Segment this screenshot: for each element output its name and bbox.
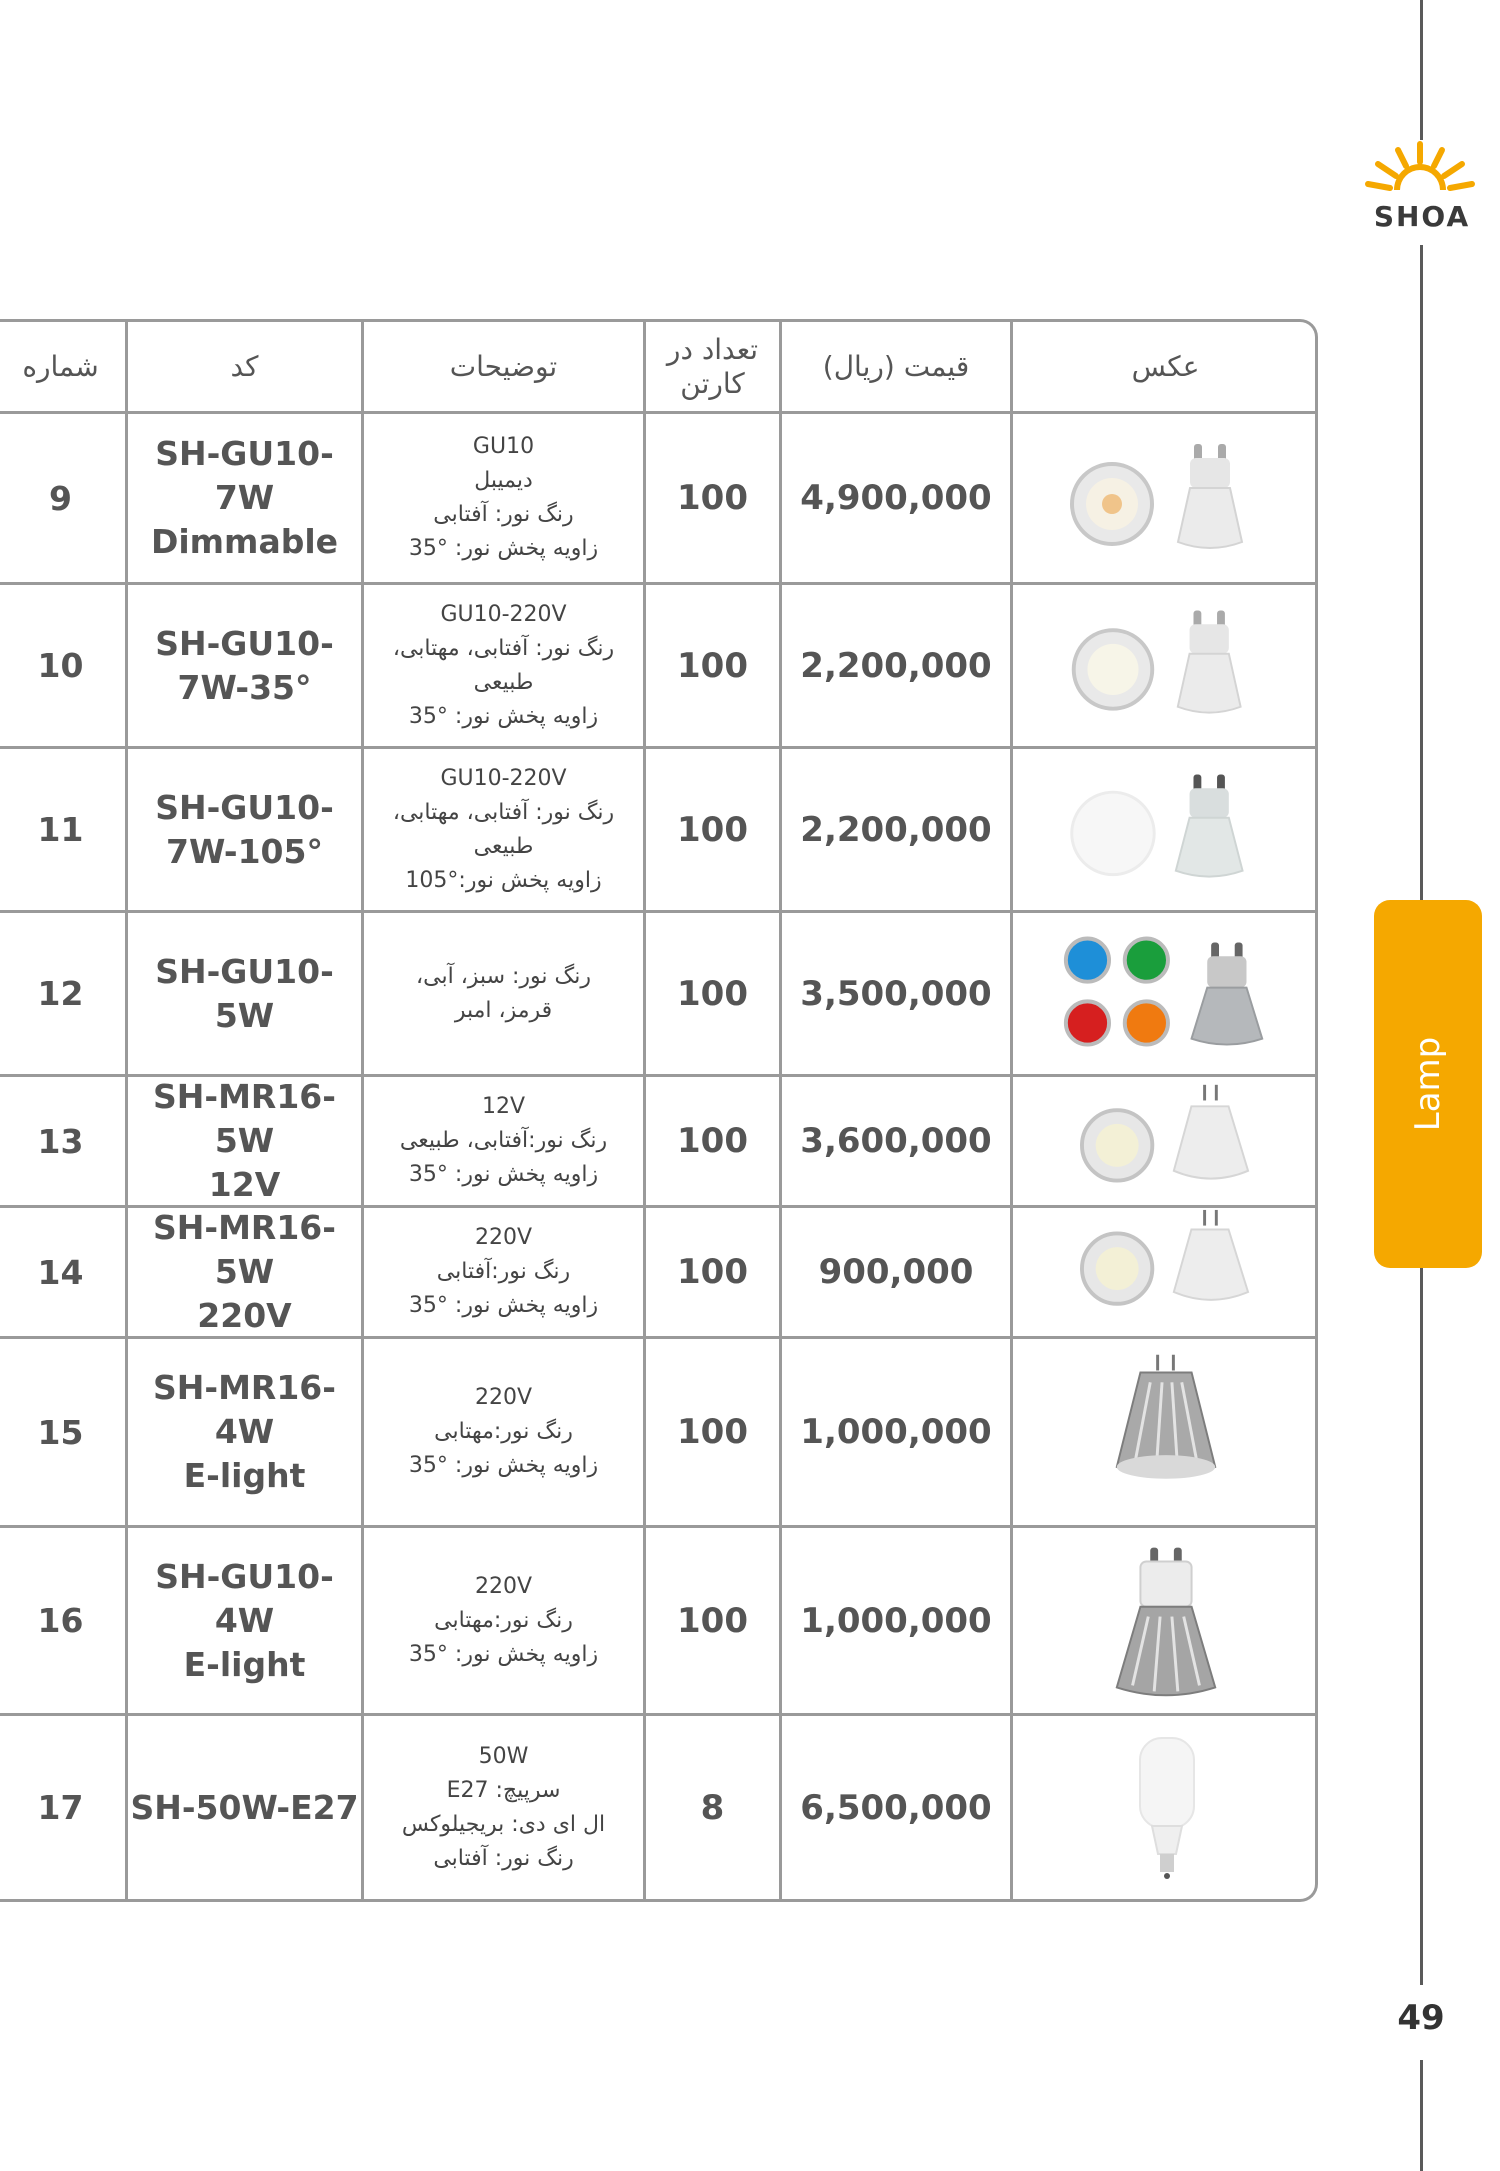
brand-logo <box>1360 140 1480 235</box>
product-code <box>125 1716 361 1899</box>
e27-high-power-lamp-image <box>1016 1716 1316 1899</box>
desc-line: رنگ نور: آفتابی <box>433 1845 574 1871</box>
code-line: SH-MR16-5W <box>153 1208 336 1291</box>
gu10-lamp-image <box>1016 585 1316 746</box>
header-price: قیمت (ریال) <box>779 322 1010 411</box>
code-line: 220V <box>197 1296 292 1335</box>
section-tab-label: Lamp <box>1407 1036 1448 1132</box>
product-price: 1,000,000 <box>779 1528 1010 1713</box>
code-line: E-light <box>183 1456 306 1495</box>
desc-line: قرمز، امبر <box>454 997 553 1023</box>
product-image <box>1010 585 1318 746</box>
product-description <box>361 749 643 910</box>
product-price: 2,200,000 <box>779 749 1010 910</box>
row-number: 13 <box>37 1121 84 1161</box>
table-row <box>0 585 1315 749</box>
desc-line: طبیعی <box>473 833 534 859</box>
row-number: 11 <box>37 810 84 849</box>
product-price: 3,600,000 <box>779 1077 1010 1205</box>
row-number: 15 <box>37 1412 84 1452</box>
header-code: کد <box>125 322 361 411</box>
product-image <box>1010 414 1318 582</box>
product-image <box>1010 1716 1318 1899</box>
desc-line: زاویه پخش نور: °35 <box>408 536 599 561</box>
product-table <box>0 319 1318 1902</box>
desc-line: زاویه پخش نور: °35 <box>408 1453 599 1478</box>
product-description <box>361 1077 643 1205</box>
desc-line: رنگ نور: سبز، آبی، <box>416 963 591 989</box>
desc-line: رنگ نور:آفتابی <box>436 1259 571 1284</box>
header-description: توضیحات <box>361 322 643 411</box>
desc-line: زاویه پخش نور: °35 <box>408 1293 599 1318</box>
code-line: SH-GU10-5W <box>155 951 334 1035</box>
product-image <box>1010 1528 1318 1713</box>
product-code <box>125 913 361 1074</box>
code-line: SH-MR16-4W <box>153 1368 336 1451</box>
carton-quantity: 100 <box>643 1339 779 1525</box>
desc-line: 220V <box>474 1385 533 1410</box>
product-price: 1,000,000 <box>779 1339 1010 1525</box>
desc-line: GU10-220V <box>440 765 567 791</box>
header-number: شماره <box>22 350 99 383</box>
carton-quantity: 100 <box>643 749 779 910</box>
carton-quantity: 100 <box>643 913 779 1074</box>
row-number: 9 <box>49 478 72 518</box>
carton-quantity: 8 <box>643 1716 779 1899</box>
product-description <box>361 585 643 746</box>
desc-line: رنگ نور: آفتابی، مهتابی، <box>392 635 615 661</box>
row-number: 14 <box>37 1252 84 1292</box>
code-line: E-light <box>183 1644 306 1684</box>
brand-name: SHOA <box>1373 200 1471 233</box>
header-quantity: تعداد در کارتن <box>643 322 779 411</box>
product-image <box>1010 1339 1318 1525</box>
product-code <box>125 1208 361 1336</box>
code-line: Dimmable <box>150 522 339 561</box>
mr16-lamp-image <box>1016 1077 1316 1205</box>
margin-rule-top <box>1420 0 1423 140</box>
desc-line: ال ای دی: بریجیلوکس <box>401 1811 606 1837</box>
row-number: 17 <box>37 1788 84 1827</box>
product-image <box>1010 913 1318 1074</box>
carton-quantity: 100 <box>643 1208 779 1336</box>
product-code <box>125 1528 361 1713</box>
desc-line: دیمیبل <box>474 468 533 493</box>
row-number: 12 <box>37 974 84 1013</box>
code-line: SH-GU10- <box>155 787 334 827</box>
table-row <box>0 414 1315 585</box>
product-code <box>125 585 361 746</box>
desc-line: 50W <box>478 1743 529 1769</box>
table-row <box>0 1077 1315 1208</box>
table-row <box>0 1208 1315 1339</box>
desc-line: زاویه پخش نور: °35 <box>408 1641 599 1667</box>
carton-quantity: 100 <box>643 414 779 582</box>
desc-line: زاویه پخش نور: °35 <box>408 1162 599 1187</box>
table-row <box>0 1528 1315 1716</box>
desc-line: GU10 <box>472 434 535 459</box>
product-price: 4,900,000 <box>779 414 1010 582</box>
product-code <box>125 414 361 582</box>
margin-rule-bottom <box>1420 2060 1423 2171</box>
desc-line: رنگ نور:مهتابی <box>434 1607 573 1633</box>
product-price: 3,500,000 <box>779 913 1010 1074</box>
row-number: 10 <box>37 646 84 685</box>
gu10-color-lamp-image <box>1016 913 1316 1074</box>
carton-quantity: 100 <box>643 1528 779 1713</box>
code-line: 12V <box>208 1165 281 1204</box>
product-description <box>361 913 643 1074</box>
code-line: 7W-35° <box>177 667 312 707</box>
product-price: 900,000 <box>779 1208 1010 1336</box>
product-image <box>1010 749 1318 910</box>
product-code <box>125 749 361 910</box>
code-line: SH-GU10-7W <box>155 434 334 517</box>
sun-rays-icon <box>1360 140 1480 200</box>
product-description <box>361 414 643 582</box>
code-line: SH-50W-E27 <box>130 1787 359 1827</box>
section-tab-label-wrap <box>1374 900 1482 1268</box>
header-image: عکس <box>1010 322 1318 411</box>
table-row <box>0 749 1315 913</box>
code-line: 7W-105° <box>166 831 323 871</box>
code-line: SH-MR16-5W <box>153 1077 336 1160</box>
table-header <box>0 322 1315 414</box>
page-number: 49 <box>1397 1998 1445 2038</box>
gu10-lamp-image <box>1016 749 1316 910</box>
product-description <box>361 1528 643 1713</box>
carton-quantity: 100 <box>643 585 779 746</box>
product-description <box>361 1716 643 1899</box>
desc-line: رنگ نور:مهتابی <box>434 1419 573 1444</box>
product-price: 2,200,000 <box>779 585 1010 746</box>
gu10-aluminum-lamp-image <box>1016 1528 1316 1713</box>
row-number: 16 <box>37 1601 84 1640</box>
desc-line: 12V <box>481 1094 526 1119</box>
product-image <box>1010 1208 1318 1336</box>
carton-quantity: 100 <box>643 1077 779 1205</box>
desc-line: رنگ نور: آفتابی <box>433 502 574 527</box>
mr16-aluminum-lamp-image <box>1016 1339 1316 1525</box>
mr16-lamp-image <box>1016 1208 1316 1336</box>
desc-line: زاویه پخش نور:°105 <box>405 867 602 893</box>
code-line: SH-GU10-4W <box>155 1556 334 1640</box>
table-row <box>0 1716 1315 1899</box>
desc-line: رنگ نور: آفتابی، مهتابی، <box>392 799 615 825</box>
desc-line: زاویه پخش نور: °35 <box>408 703 599 729</box>
gu10-lamp-image <box>1016 414 1316 582</box>
table-row <box>0 913 1315 1077</box>
product-description <box>361 1339 643 1525</box>
table-row <box>0 1339 1315 1528</box>
desc-line: 220V <box>474 1225 533 1250</box>
desc-line: GU10-220V <box>440 601 567 627</box>
desc-line: 220V <box>474 1573 533 1599</box>
code-line: SH-GU10- <box>155 623 334 663</box>
product-price: 6,500,000 <box>779 1716 1010 1899</box>
product-image <box>1010 1077 1318 1205</box>
product-code <box>125 1077 361 1205</box>
desc-line: رنگ نور:آفتابی، طبیعی <box>399 1128 608 1153</box>
desc-line: سرپیچ: E27 <box>446 1777 561 1803</box>
desc-line: طبیعی <box>473 669 534 695</box>
product-description <box>361 1208 643 1336</box>
product-code <box>125 1339 361 1525</box>
